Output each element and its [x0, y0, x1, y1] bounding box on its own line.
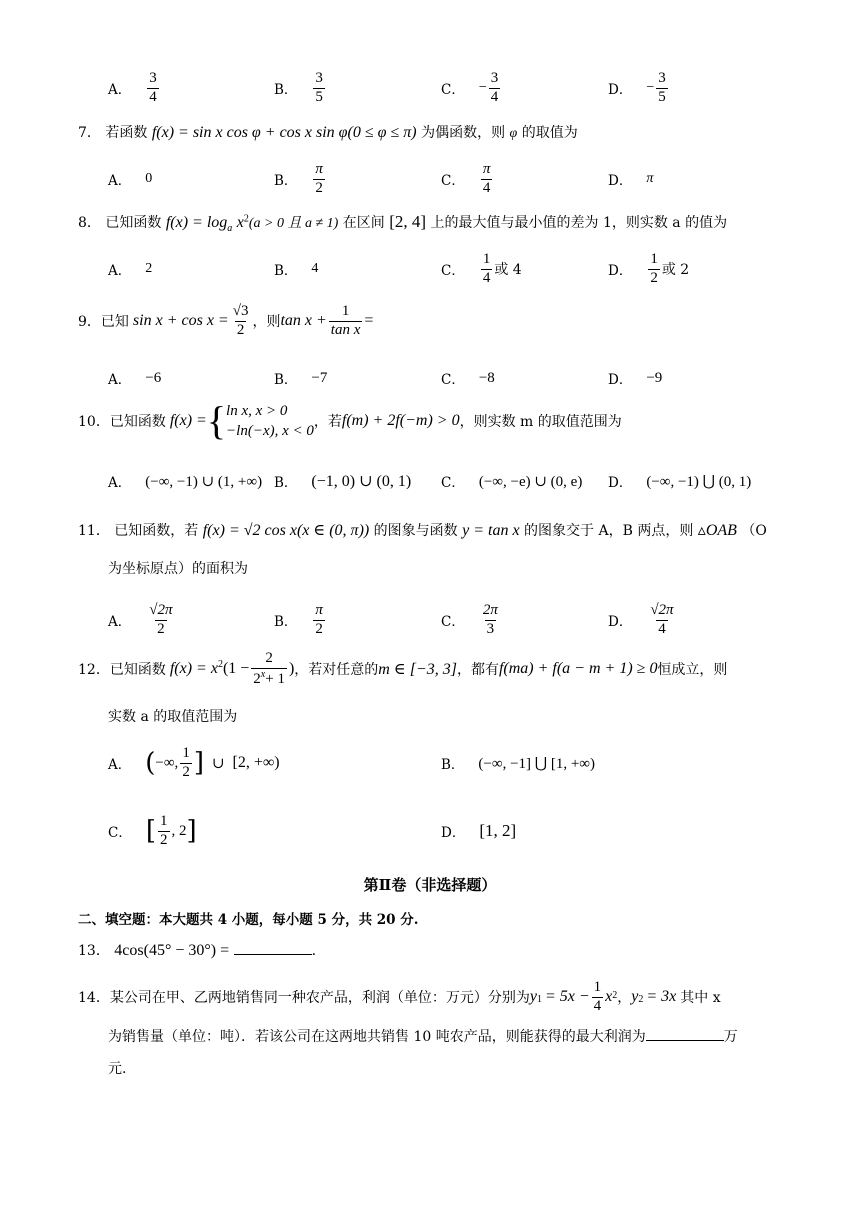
q12-option-b: B． (−∞, −1] ⋃ [1, +∞) [441, 755, 595, 773]
q9-stem: 9． 已知 sin x + cos x = $\frac{√3}{2}$ ，则 tan x + $\frac{1}{\text{tan x}}$ = [78, 303, 374, 338]
q7-option-a: A． 0 [108, 171, 153, 189]
fraction: $\frac{√3}{2}$ [232, 303, 249, 338]
q14-stem-line2: 为销售量（单位：吨）．若该公司在这两地共销售 10 吨农产品，则能获得的最大利润为 万 [108, 1026, 738, 1046]
left-brace-icon: { [206, 398, 227, 444]
q11-option-b: B． $\frac{\pi}{2}$ [274, 601, 323, 637]
q12-stem-line2: 实数 a 的取值范围为 [108, 709, 238, 725]
fraction: $\frac{3}{5}$ [315, 69, 323, 105]
fraction: $\frac{1}{2}$ [160, 812, 168, 848]
q9-option-a: A． −6 [108, 369, 162, 388]
fraction: $\frac{3}{4}$ [149, 69, 157, 105]
fraction: $\frac{2\pi}{3}$ [482, 601, 498, 637]
q7-stem: 7． 若函数 f(x) = sin x cos φ + cos x sin φ(0 ≤ φ ≤ π) 为偶函数，则 φ 的取值为 [78, 124, 578, 141]
q8-option-a: A． 2 [108, 261, 153, 279]
fraction: $\frac{1}{2}$ [182, 744, 190, 780]
q6-option-b: B． $\frac{3}{5}$ [274, 69, 323, 105]
q9-option-b: B． −7 [274, 369, 328, 388]
q8-option-d: D． $\frac{1}{2}$ 或 2 [608, 250, 690, 286]
q13-stem: 13． 4cos(45° − 30°) = . [78, 942, 317, 959]
q7-option-b: B． $\frac{\pi}{2}$ [274, 160, 323, 196]
q11-stem-line2: 为坐标原点）的面积为 [108, 561, 248, 577]
q9-option-c: C． −8 [441, 369, 495, 388]
answer-blank[interactable] [234, 940, 312, 955]
fraction: $\frac{2}{2^x+ 1}$ [253, 650, 285, 687]
fraction: $\frac{\pi}{2}$ [315, 160, 323, 196]
q11-stem-line1: 11． 已知函数，若 f(x) = √2 cos x(x ∈ (0, π)) 的图象与函数 y = tan x 的图象交于 A，B 两点，则 ▵OAB （O [78, 522, 767, 539]
piecewise-cases: ln x, x > 0 −ln(−x), x < 0 [226, 403, 314, 440]
fraction: $\frac{1}{2}$ [650, 250, 658, 286]
fraction: $\frac{3}{5}$ [658, 69, 666, 105]
fraction: $\frac{√2\pi}{4}$ [650, 601, 674, 637]
q9-option-d: D． −9 [608, 369, 663, 388]
q8-stem: 8． 已知函数 $f(x) = \log_a x^2(a > 0$ 且 a ≠ 1) 在区间 [2, 4] 上的最大值与最小值的差为 1，则实数 a 的值为 [78, 212, 728, 234]
section-heading: 二、填空题：本大题共 4 小题，每小题 5 分，共 20 分. [78, 912, 419, 928]
q10-option-c: C． (−∞, −e) ∪ (0, e) [441, 473, 583, 491]
q6-option-a: A． $\frac{3}{4}$ [108, 69, 157, 105]
q12-option-a: A． ( −∞, $\frac{1}{2}$ ] ∪ [2, +∞) [108, 744, 280, 780]
answer-blank[interactable] [646, 1026, 724, 1041]
q10-option-d: D． (−∞, −1) ⋃ (0, 1) [608, 473, 752, 491]
fraction: $\frac{1}{4}$ [482, 250, 491, 286]
q7-option-c: C． $\frac{\pi}{4}$ [441, 160, 491, 196]
q14-stem-line3: 元. [108, 1061, 127, 1077]
q10-option-b: B． (−1, 0) ∪ (0, 1) [274, 473, 412, 491]
q14-stem-line1: 14． 某公司在甲、乙两地销售同一种农产品，利润（单位：万元）分别为 y 1 = 5x − $\frac{1}{4}$ x 2 ， y 2 = 3x 其中 x [78, 979, 721, 1014]
fraction: $\frac{1}{\text{tan x}}$ [330, 303, 361, 338]
q11-option-c: C． $\frac{2\pi}{3}$ [441, 601, 498, 637]
q12-stem-line1: 12． 已知函数 f(x) = x 2 (1 − $\frac{2}{2^x+ 1}$ ) ，若对任意的 m ∈ [−3, 3] ，都有 f(ma) + f(a − m + 1) ≥ 0 恒成立，则 [78, 650, 728, 687]
q11-option-a: A． $\frac{√2\pi}{2}$ [108, 601, 173, 637]
section-title: 第Ⅱ卷（非选择题） [363, 876, 497, 894]
q8-option-c: C． $\frac{1}{4}$ 或 4 [441, 250, 522, 286]
q12-option-c: C． [ $\frac{1}{2}$ , 2 ] [108, 812, 197, 848]
fraction: $\frac{\pi}{4}$ [482, 160, 491, 196]
q12-option-d: D． [1, 2] [441, 821, 517, 841]
q8-option-b: B． 4 [274, 261, 319, 279]
q6-option-d: D． − $\frac{3}{5}$ [608, 69, 666, 105]
fraction: $\frac{1}{4}$ [593, 979, 602, 1014]
q10-option-a: A． (−∞, −1) ∪ (1, +∞) [108, 473, 263, 491]
fraction: $\frac{√2\pi}{2}$ [149, 601, 173, 637]
q7-option-d: D． π [608, 171, 654, 189]
fraction: $\frac{3}{4}$ [490, 69, 499, 105]
q6-option-c: C． − $\frac{3}{4}$ [441, 69, 499, 105]
q10-stem: 10． 已知函数 f(x) = { ln x, x > 0 −ln(−x), x < 0 ，若 f(m) + 2f(−m) > 0 ，则实数 m 的取值范围为 [78, 398, 622, 444]
fraction: $\frac{\pi}{2}$ [315, 601, 323, 637]
q11-option-d: D． $\frac{√2\pi}{4}$ [608, 601, 674, 637]
